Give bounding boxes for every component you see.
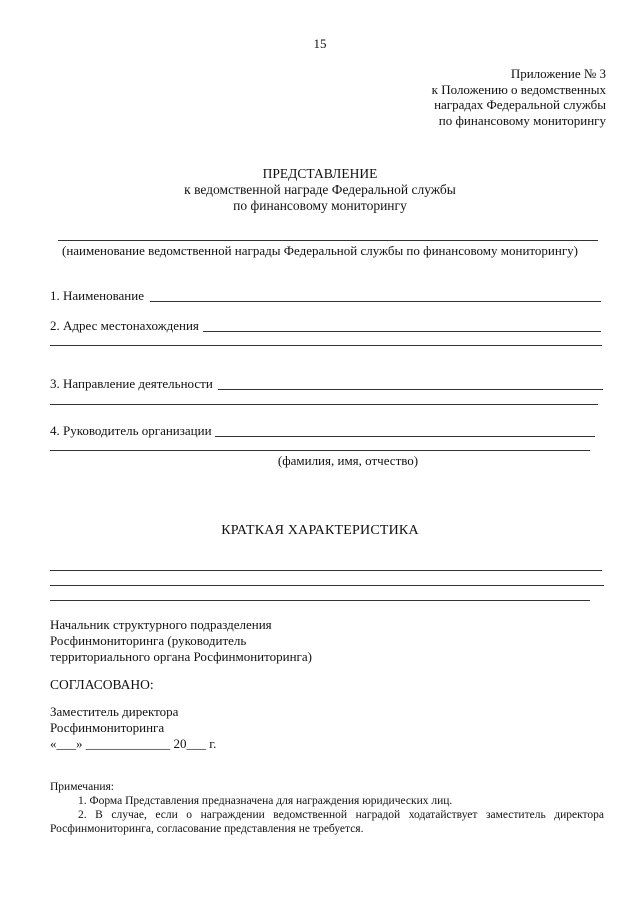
field-direction-label: 3. Направление деятельности <box>50 376 213 391</box>
signatory-line: Росфинмониторинга (руководитель <box>50 633 247 648</box>
field-head-label: 4. Руководитель организации <box>50 423 212 438</box>
signatory-line: Начальник структурного подразделения <box>50 617 272 632</box>
appendix-line: по финансовому мониторингу <box>438 112 606 128</box>
field-direction-line <box>218 389 603 390</box>
note-item: 2. В случае, если о награждении ведомственной наградой ходатайствует заместитель директора Росфинмониторинга, согласование представления не требуется. <box>50 809 604 835</box>
field-direction-line-2 <box>50 404 598 405</box>
agreed-label: СОГЛАСОВАНО: <box>50 677 154 692</box>
appendix-line: наградах Федеральной службы <box>434 97 606 112</box>
award-name-line <box>58 240 598 241</box>
title-heading: ПРЕДСТАВЛЕНИЕ <box>262 166 378 181</box>
characteristic-line <box>50 585 604 586</box>
deputy-line: Заместитель директора <box>50 704 179 719</box>
field-name-label: 1. Наименование <box>50 288 144 303</box>
notes-block <box>50 780 604 836</box>
appendix-line: Приложение № 3 <box>510 66 606 81</box>
page-number: 15 <box>313 36 327 51</box>
date-line: «___» _____________ 20___ г. <box>50 736 217 751</box>
deputy-line: Росфинмониторинга <box>50 720 165 735</box>
document-title <box>0 166 640 214</box>
field-address-line-2 <box>50 345 602 346</box>
note-item: 1. Форма Представления предназначена для награждения юридических лиц. <box>78 795 453 807</box>
field-head-line-2 <box>50 450 590 451</box>
field-head-line <box>215 436 595 437</box>
title-line: по финансовому мониторингу <box>233 198 407 213</box>
field-name-line <box>150 301 601 302</box>
characteristic-line <box>50 600 590 601</box>
section-title: КРАТКАЯ ХАРАКТЕРИСТИКА <box>221 523 419 538</box>
award-name-caption: (наименование ведомственной награды Федеральной службы по финансовому мониторингу) <box>62 243 578 258</box>
appendix-reference <box>432 66 606 128</box>
signatory-block <box>50 617 312 665</box>
title-line: к ведомственной награде Федеральной службы <box>184 182 456 197</box>
field-address-line <box>203 331 601 332</box>
appendix-line: к Положению о ведомственных <box>431 81 606 97</box>
fio-caption: (фамилия, имя, отчество) <box>277 453 419 468</box>
signatory-line: территориального органа Росфинмониторинга) <box>50 649 312 664</box>
deputy-block <box>50 704 216 752</box>
notes-heading: Примечания: <box>50 781 114 793</box>
characteristic-line <box>50 570 602 571</box>
field-address-label: 2. Адрес местонахождения <box>50 318 199 333</box>
